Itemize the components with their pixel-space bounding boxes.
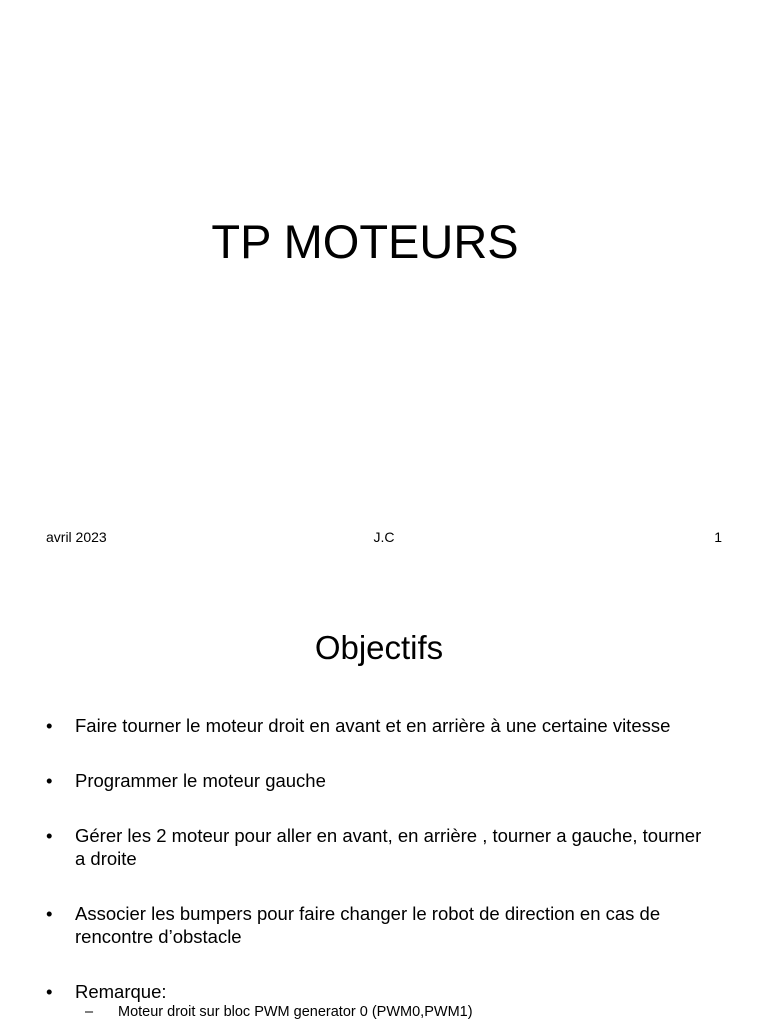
list-item — [46, 824, 716, 870]
list-item-text: Gérer les 2 moteur pour aller en avant, en arrière , tourner a gauche, tourner a droite — [75, 825, 702, 869]
bullet-icon: • — [46, 715, 53, 736]
footer-author: J.C — [373, 529, 395, 545]
footer-page-number: 1 — [714, 529, 722, 545]
dash-icon: – — [85, 1004, 94, 1020]
list-item-text: Programmer le moteur gauche — [75, 770, 326, 791]
bullet-icon: • — [46, 770, 53, 791]
slide-objectifs — [0, 576, 768, 1024]
bullet-icon: • — [46, 825, 53, 846]
bullet-icon: • — [46, 981, 53, 1002]
slide-title-heading: TP MOTEURS — [211, 215, 519, 268]
list-item — [46, 902, 716, 948]
objectifs-heading: Objectifs — [314, 629, 444, 666]
sub-list — [75, 1003, 716, 1021]
footer-date: avril 2023 — [46, 529, 107, 545]
sub-list-item — [85, 1003, 726, 1021]
list-item-text: Faire tourner le moteur droit en avant et en arrière à une certaine vitesse — [75, 715, 671, 736]
list-item-text: Remarque: — [75, 981, 167, 1002]
objectifs-list — [46, 714, 716, 1024]
sub-list-item-text: Moteur droit sur bloc PWM generator 0 (PWM0,PWM1) — [118, 1004, 473, 1020]
list-item — [46, 980, 716, 1021]
list-item-text: Associer les bumpers pour faire changer le robot de direction en cas de rencontre d’obstacle — [75, 903, 661, 947]
list-item — [46, 769, 716, 792]
bullet-icon: • — [46, 903, 53, 924]
list-item — [46, 714, 716, 737]
